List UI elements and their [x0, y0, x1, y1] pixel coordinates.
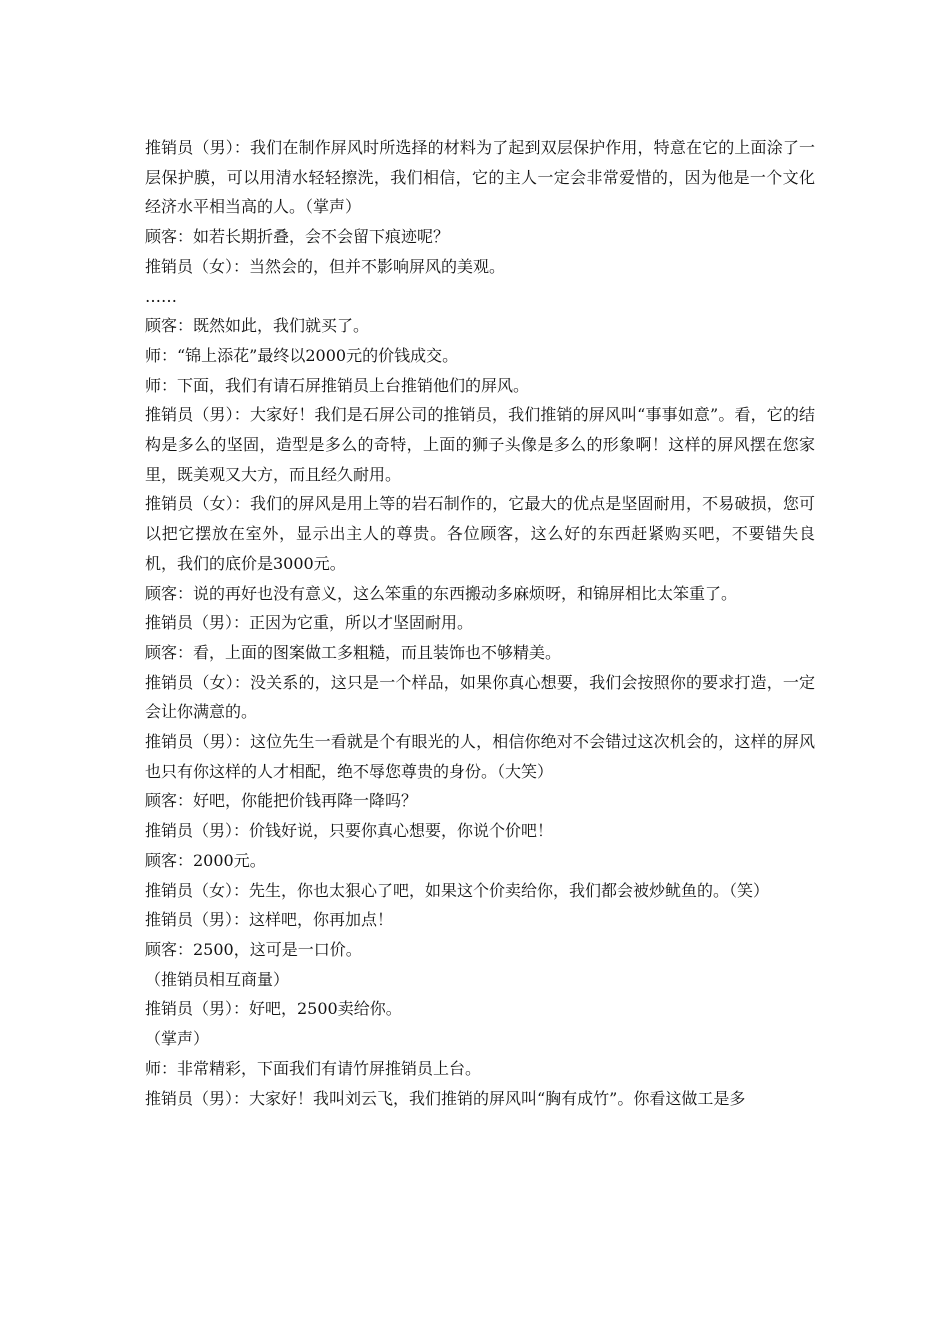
paragraph: 师：非常精彩，下面我们有请竹屏推销员上台。	[145, 1058, 482, 1078]
paragraph: 顾客：看，上面的图案做工多粗糙，而且装饰也不够精美。	[145, 642, 562, 662]
document-body	[145, 133, 815, 1113]
paragraph: （推销员相互商量）	[145, 969, 290, 989]
paragraph: 顾客：好吧，你能把价钱再降一降吗？	[145, 791, 418, 811]
paragraph: 推销员（女）：先生，你也太狠心了吧，如果这个价卖给你，我们都会被炒鱿鱼的。（笑）	[145, 880, 770, 900]
paragraph: 推销员（女）：当然会的，但并不影响屏风的美观。	[145, 256, 506, 276]
paragraph: 顾客：说的再好也没有意义，这么笨重的东西搬动多麻烦呀，和锦屏相比太笨重了。	[145, 583, 738, 603]
paragraph: 师：“锦上添花”最终以2000元的价钱成交。	[145, 345, 459, 365]
paragraph: 推销员（男）：好吧，2500卖给你。	[145, 999, 402, 1019]
paragraph: 顾客：2000元。	[145, 850, 266, 870]
paragraph: 顾客：2500，这可是一口价。	[145, 939, 362, 959]
paragraph: 推销员（男）：价钱好说，只要你真心想要，你说个价吧！	[145, 821, 554, 841]
paragraph: 推销员（男）：正因为它重，所以才坚固耐用。	[145, 613, 474, 633]
paragraph: 推销员（女）：我们的屏风是用上等的岩石制作的，它最大的优点是坚固耐用，不易破损，您可以把它摆放在室外，显示出主人的尊贵。各位顾客，这么好的东西赶紧购买吧，不要错失良机，我们的底价是3000元。	[145, 494, 815, 573]
paragraph: 推销员（女）：没关系的，这只是一个样品，如果你真心想要，我们会按照你的要求打造，一定会让你满意的。	[145, 672, 815, 722]
paragraph: ……	[145, 286, 177, 306]
paragraph: 推销员（男）：这样吧，你再加点！	[145, 910, 394, 930]
paragraph: （掌声）	[145, 1029, 210, 1049]
paragraph: 推销员（男）：大家好！我叫刘云飞，我们推销的屏风叫“胸有成竹”。你看这做工是多	[145, 1088, 746, 1108]
paragraph: 师：下面，我们有请石屏推销员上台推销他们的屏风。	[145, 375, 530, 395]
paragraph: 顾客：既然如此，我们就买了。	[145, 316, 370, 336]
paragraph: 推销员（男）：大家好！我们是石屏公司的推销员，我们推销的屏风叫“事事如意”。看，它的结构是多么的坚固，造型是多么的奇特，上面的狮子头像是多么的形象啊！这样的屏风摆在您家里，既美观又大方，而且经久耐用。	[145, 405, 815, 484]
paragraph: 顾客：如若长期折叠，会不会留下痕迹呢？	[145, 227, 450, 247]
paragraph: 推销员（男）：我们在制作屏风时所选择的材料为了起到双层保护作用，特意在它的上面涂了一层保护膜，可以用清水轻轻擦洗，我们相信，它的主人一定会非常爱惜的，因为他是一个文化经济水平相当高的人。（掌声）	[145, 138, 815, 217]
paragraph: 推销员（男）：这位先生一看就是个有眼光的人，相信你绝对不会错过这次机会的，这样的屏风也只有你这样的人才相配，绝不辱您尊贵的身份。（大笑）	[145, 732, 815, 781]
